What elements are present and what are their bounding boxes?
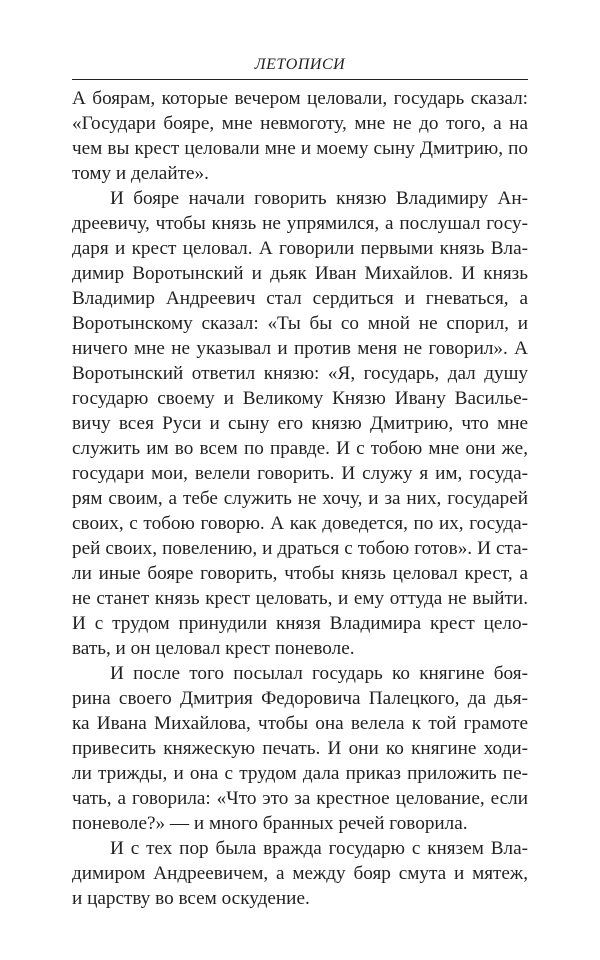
text-line: привесить княжескую печать. И они ко княгине ходи- xyxy=(72,738,528,759)
paragraph xyxy=(72,661,528,836)
text-line: Воротынский ответил князю: «Я, государь, дал душу xyxy=(72,363,528,384)
text-line: И после того посылал государь ко княгине боя- xyxy=(110,663,528,684)
text-line: чать, а говорила: «Что это за крестное целование, если xyxy=(72,788,528,809)
text-line: И бояре начали говорить князю Владимиру Ан- xyxy=(110,188,528,209)
text-line: тому и делайте». xyxy=(72,163,209,184)
text-line: рина своего Дмитрия Федоровича Палецкого, да дья- xyxy=(72,688,528,709)
paragraph xyxy=(72,86,528,186)
text-line: И с трудом принудили князя Владимира крест цело- xyxy=(72,613,528,634)
text-line: даря и крест целовал. А говорили первыми князь Вла- xyxy=(72,238,528,259)
paragraph xyxy=(72,836,528,911)
text-line: Воротынскому сказал: «Ты бы со мной не спорил, и xyxy=(72,313,528,334)
text-line: государю своему и Великому Князю Ивану Василье- xyxy=(72,388,528,409)
text-line: поневоле?» — и много бранных речей говорила. xyxy=(72,813,468,834)
text-line: чем вы крест целовали мне и моему сыну Дмитрию, по xyxy=(72,138,528,159)
text-line: служить им во всем по правде. И с тобою мне они же, xyxy=(72,438,528,459)
text-line: дреевичу, чтобы князь не упрямился, а послушал госу- xyxy=(72,213,528,234)
text-line: рей своих, повелению, и драться с тобою готов». И ста- xyxy=(72,538,528,559)
text-line: А боярам, которые вечером целовали, государь сказал: xyxy=(72,88,528,109)
text-line: димир Воротынский и дьяк Иван Михайлов. И князь xyxy=(72,263,528,284)
text-line: вать, и он целовал крест поневоле. xyxy=(72,638,355,659)
header-rule xyxy=(72,79,528,80)
running-header: ЛЕТОПИСИ xyxy=(254,56,346,73)
text-line: вичу всея Руси и сыну его князю Дмитрию, что мне xyxy=(72,413,528,434)
body-text xyxy=(72,86,528,911)
text-line: И с тех пор была вражда государю с князем Вла- xyxy=(110,838,528,859)
text-line: своих, с тобою говорю. А как доведется, по их, госуда- xyxy=(72,513,528,534)
text-line: и царству во всем оскудение. xyxy=(72,888,310,909)
text-line: «Государи бояре, мне невмоготу, мне не до того, а на xyxy=(72,113,528,134)
text-line: ли иные бояре говорить, чтобы князь целовал крест, а xyxy=(72,563,528,584)
text-line: государи мои, велели говорить. И служу я им, госуда- xyxy=(72,463,528,484)
text-line: ка Ивана Михайлова, чтобы она велела к той грамоте xyxy=(72,713,528,734)
text-line: не станет князь крест целовать, и ему оттуда не выйти. xyxy=(72,588,528,609)
text-line: ничего мне не указывал и против меня не говорил». А xyxy=(72,338,528,359)
text-line: Владимир Андреевич стал сердиться и гневаться, а xyxy=(72,288,528,309)
paragraph xyxy=(72,186,528,661)
text-line: димиром Андреевичем, а между бояр смута и мятеж, xyxy=(72,863,528,884)
text-line: ли трижды, и она с трудом дала приказ приложить пе- xyxy=(72,763,528,784)
text-line: рям своим, а тебе служить не хочу, и за них, государей xyxy=(72,488,528,509)
